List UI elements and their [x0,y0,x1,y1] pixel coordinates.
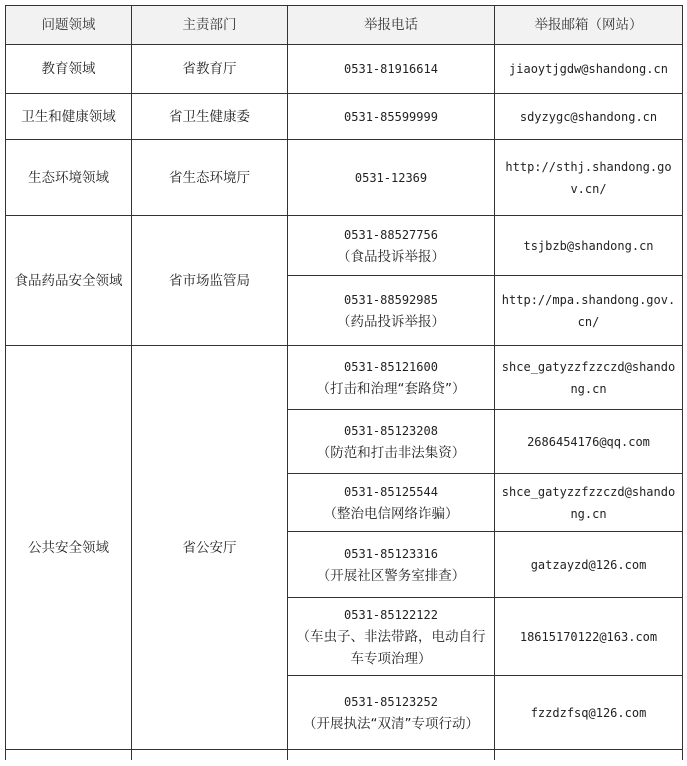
phone-cell [288,140,495,216]
phone-number: 0531-88592985 [344,292,438,307]
phone-cell [288,532,495,598]
phone-note: （车虫子、非法带路，电动自行车专项治理） [296,628,486,667]
phone-note: （开展执法“双清”专项行动） [303,715,479,732]
phone-cell [288,474,495,532]
field-cell: 生态环境领域 [6,140,132,216]
phone-cell [288,346,495,410]
phone-number: 0531-85123316 [344,546,438,561]
phone-note: （药品投诉举报） [337,313,445,330]
phone-number: 0531-12369 [354,170,428,185]
table-row [6,94,683,140]
dept-cell: 省市场监管局 [132,216,288,346]
dept-cell: 省生态环境厅 [132,140,288,216]
phone-cell [288,410,495,474]
field-cell: 教育领域 [6,45,132,94]
table-row [6,140,683,216]
table-header-row [6,6,683,45]
website-cell: http://mpa.shandong.gov.cn/ [495,276,683,346]
report-contacts-table [5,5,683,760]
email-cell: tsjbzb@shandong.cn [495,216,683,276]
email-cell: 2686454176@qq.com [495,410,683,474]
phone-note: （开展社区警务室排查） [316,567,466,584]
phone-cell [288,276,495,346]
header-field: 问题领域 [6,6,132,45]
phone-number: 0531-85599999 [344,109,438,124]
field-cell: 食品药品安全领域 [6,216,132,346]
phone-number: 0531-85121600 [344,359,438,374]
table-row [6,216,683,276]
phone-cell [288,94,495,140]
phone-note: （打击和治理“套路贷”） [316,380,466,397]
dept-cell: 省卫生健康委 [132,94,288,140]
header-phone: 举报电话 [288,6,495,45]
email-cell: shce_gatyzzfzzczd@shandong.cn [495,474,683,532]
phone-cell [288,676,495,750]
email-cell: sdyzygc@shandong.cn [495,94,683,140]
field-cell: 卫生和健康领域 [6,94,132,140]
header-dept: 主责部门 [132,6,288,45]
phone-number: 0531-81916614 [344,62,438,76]
phone-cell [288,598,495,676]
email-cell: 18615170122@163.com [495,598,683,676]
phone-number: 0531-85123252 [344,694,438,709]
phone-number: 0531-85123208 [344,423,438,438]
email-cell: jiaoytjgdw@shandong.cn [495,45,683,94]
email-cell: fzzdzfsq@126.com [495,676,683,750]
phone-number: 0531-88527756 [344,227,438,242]
phone-note: （防范和打击非法集资） [316,444,466,461]
dept-cell: 省公安厅 [132,346,288,750]
table-row-continued [6,750,683,761]
phone-note: （食品投诉举报） [337,248,445,265]
phone-cell [288,216,495,276]
email-cell: shce_gatyzzfzzczd@shandong.cn [495,346,683,410]
website-cell: http://sthj.shandong.gov.cn/ [495,140,683,216]
field-cell: 公共安全领域 [6,346,132,750]
phone-cell [288,45,495,94]
table-row [6,346,683,410]
phone-number: 0531-85125544 [344,484,438,499]
phone-note: （整治电信网络诈骗） [323,505,459,522]
header-email: 举报邮箱（网站） [495,6,683,45]
email-cell: gatzayzd@126.com [495,532,683,598]
table-row [6,45,683,94]
phone-number: 0531-85122122 [344,607,438,622]
dept-cell: 省教育厅 [132,45,288,94]
